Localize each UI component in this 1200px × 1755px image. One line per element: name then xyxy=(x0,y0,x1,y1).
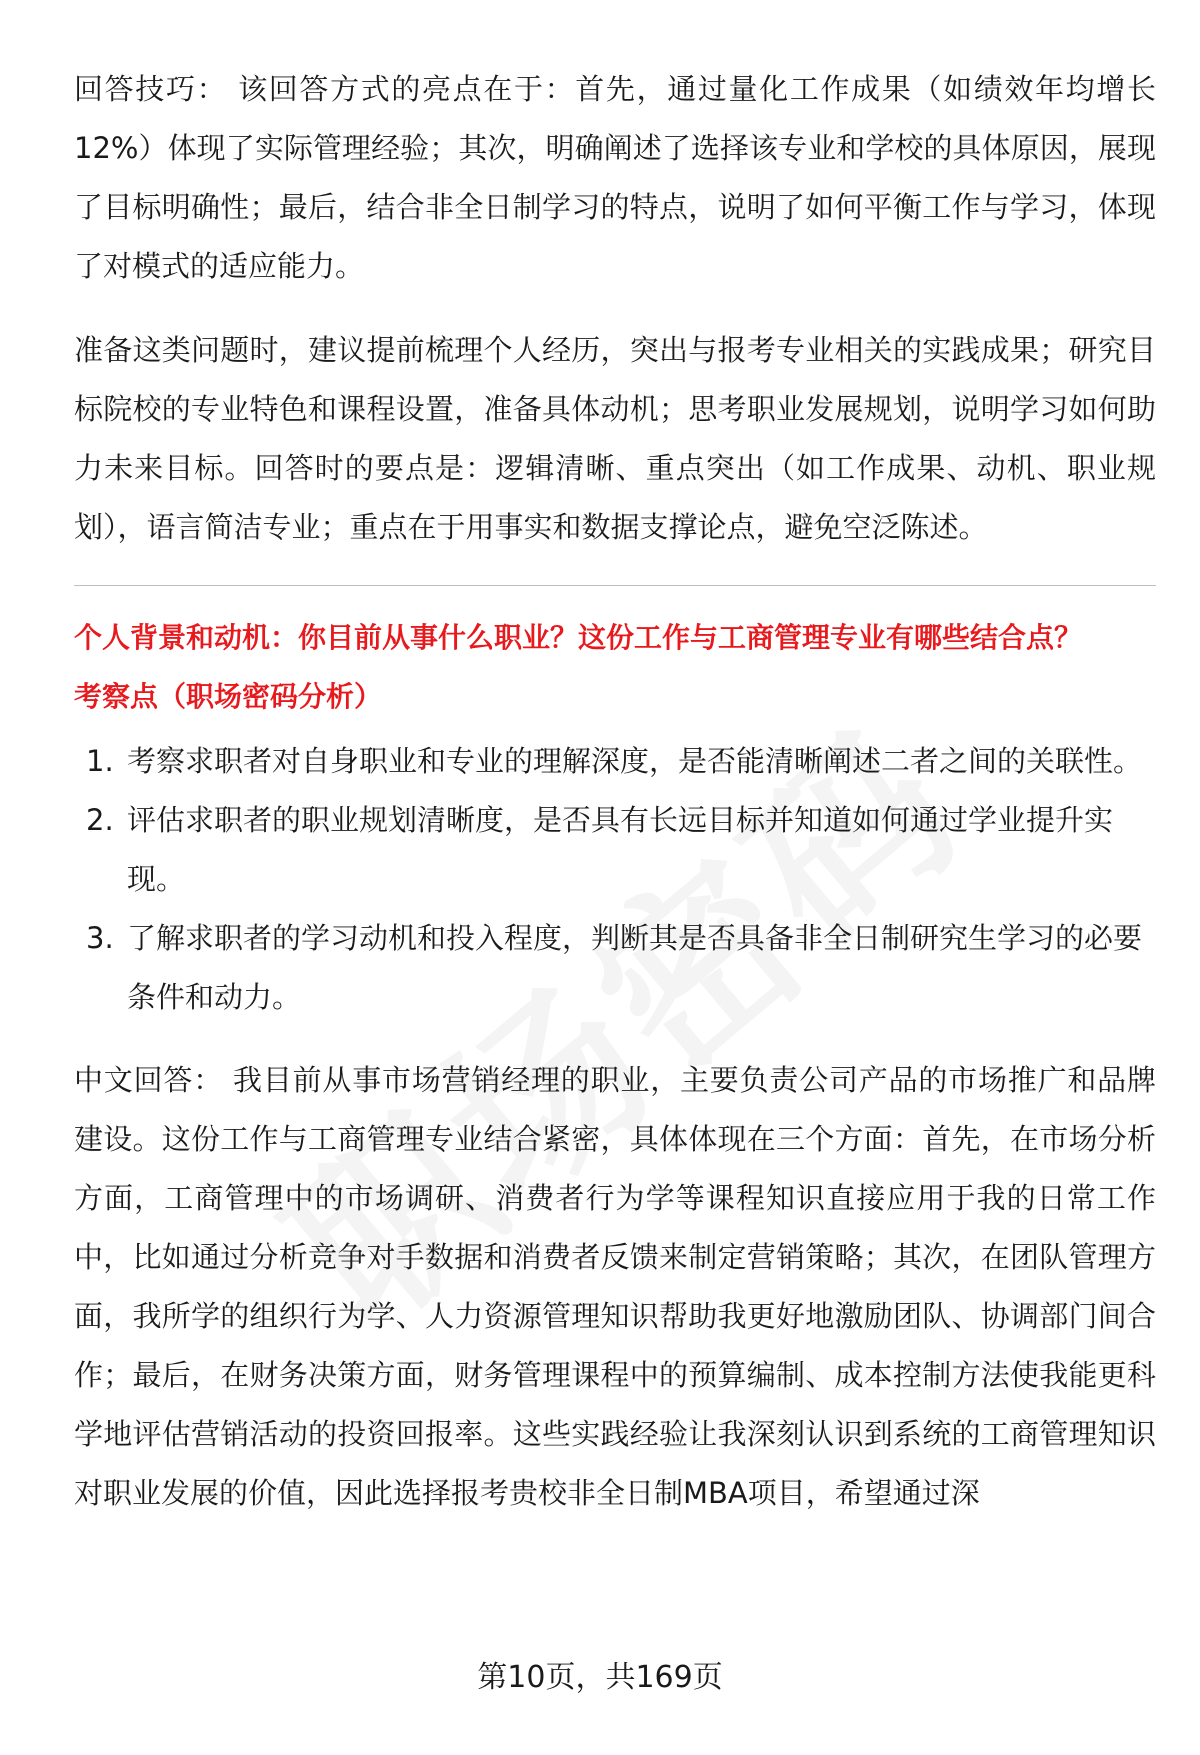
preparation-advice-paragraph: 准备这类问题时，建议提前梳理个人经历，突出与报考专业相关的实践成果；研究目标院校的专业特色和课程设置，准备具体动机；思考职业发展规划，说明学习如何助力未来目标。回答时的要点是：逻辑清晰、重点突出（如工作成果、动机、职业规划），语言简洁专业；重点在于用事实和数据支撑论点，避免空泛陈述。 xyxy=(74,333,1156,544)
answer-tips-paragraph xyxy=(74,60,1156,296)
list-item xyxy=(74,909,1156,1027)
assessment-points-list xyxy=(74,732,1156,1027)
tips-text: 该回答方式的亮点在于：首先，通过量化工作成果（如绩效年均增长12%）体现了实际管理经验；其次，明确阐述了选择该专业和学校的具体原因，展现了目标明确性；最后，结合非全日制学习的特点，说明了如何平衡工作与学习，体现了对模式的适应能力。 xyxy=(74,72,1156,283)
assessment-points-heading: 考察点（职场密码分析） xyxy=(74,680,383,713)
list-item xyxy=(74,732,1156,791)
document-page xyxy=(74,60,1156,1523)
tips-label: 回答技巧： xyxy=(74,72,228,106)
list-item xyxy=(74,791,1156,909)
list-item-number: 2. xyxy=(86,803,114,837)
answer-text: 我目前从事市场营销经理的职业，主要负责公司产品的市场推广和品牌建设。这份工作与工商管理专业结合紧密，具体体现在三个方面：首先，在市场分析方面，工商管理中的市场调研、消费者行为学等课程知识直接应用于我的日常工作中，比如通过分析竞争对手数据和消费者反馈来制定营销策略；其次，在团队管理方面，我所学的组织行为学、人力资源管理知识帮助我更好地激励团队、协调部门间合作；最后，在财务决策方面，财务管理课程中的预算编制、成本控制方法使我能更科学地评估营销活动的投资回报率。这些实践经验让我深刻认识到系统的工商管理知识对职业发展的价值，因此选择报考贵校非全日制MBA项目，希望通过深 xyxy=(74,1063,1156,1510)
chinese-answer-paragraph xyxy=(74,1051,1156,1523)
page-number-footer: 第10页，共169页 xyxy=(477,1660,723,1695)
list-item-text: 评估求职者的职业规划清晰度，是否具有长远目标并知道如何通过学业提升实现。 xyxy=(127,803,1114,896)
answer-label: 中文回答： xyxy=(74,1063,223,1097)
list-item-text: 考察求职者对自身职业和专业的理解深度，是否能清晰阐述二者之间的关联性。 xyxy=(127,744,1143,778)
section-divider xyxy=(74,585,1156,586)
list-item-text: 了解求职者的学习动机和投入程度，判断其是否具备非全日制研究生学习的必要条件和动力。 xyxy=(127,921,1143,1014)
question-heading: 个人背景和动机：你目前从事什么职业？这份工作与工商管理专业有哪些结合点？ xyxy=(74,621,1083,654)
list-item-number: 1. xyxy=(86,744,114,778)
list-item-number: 3. xyxy=(86,921,114,955)
